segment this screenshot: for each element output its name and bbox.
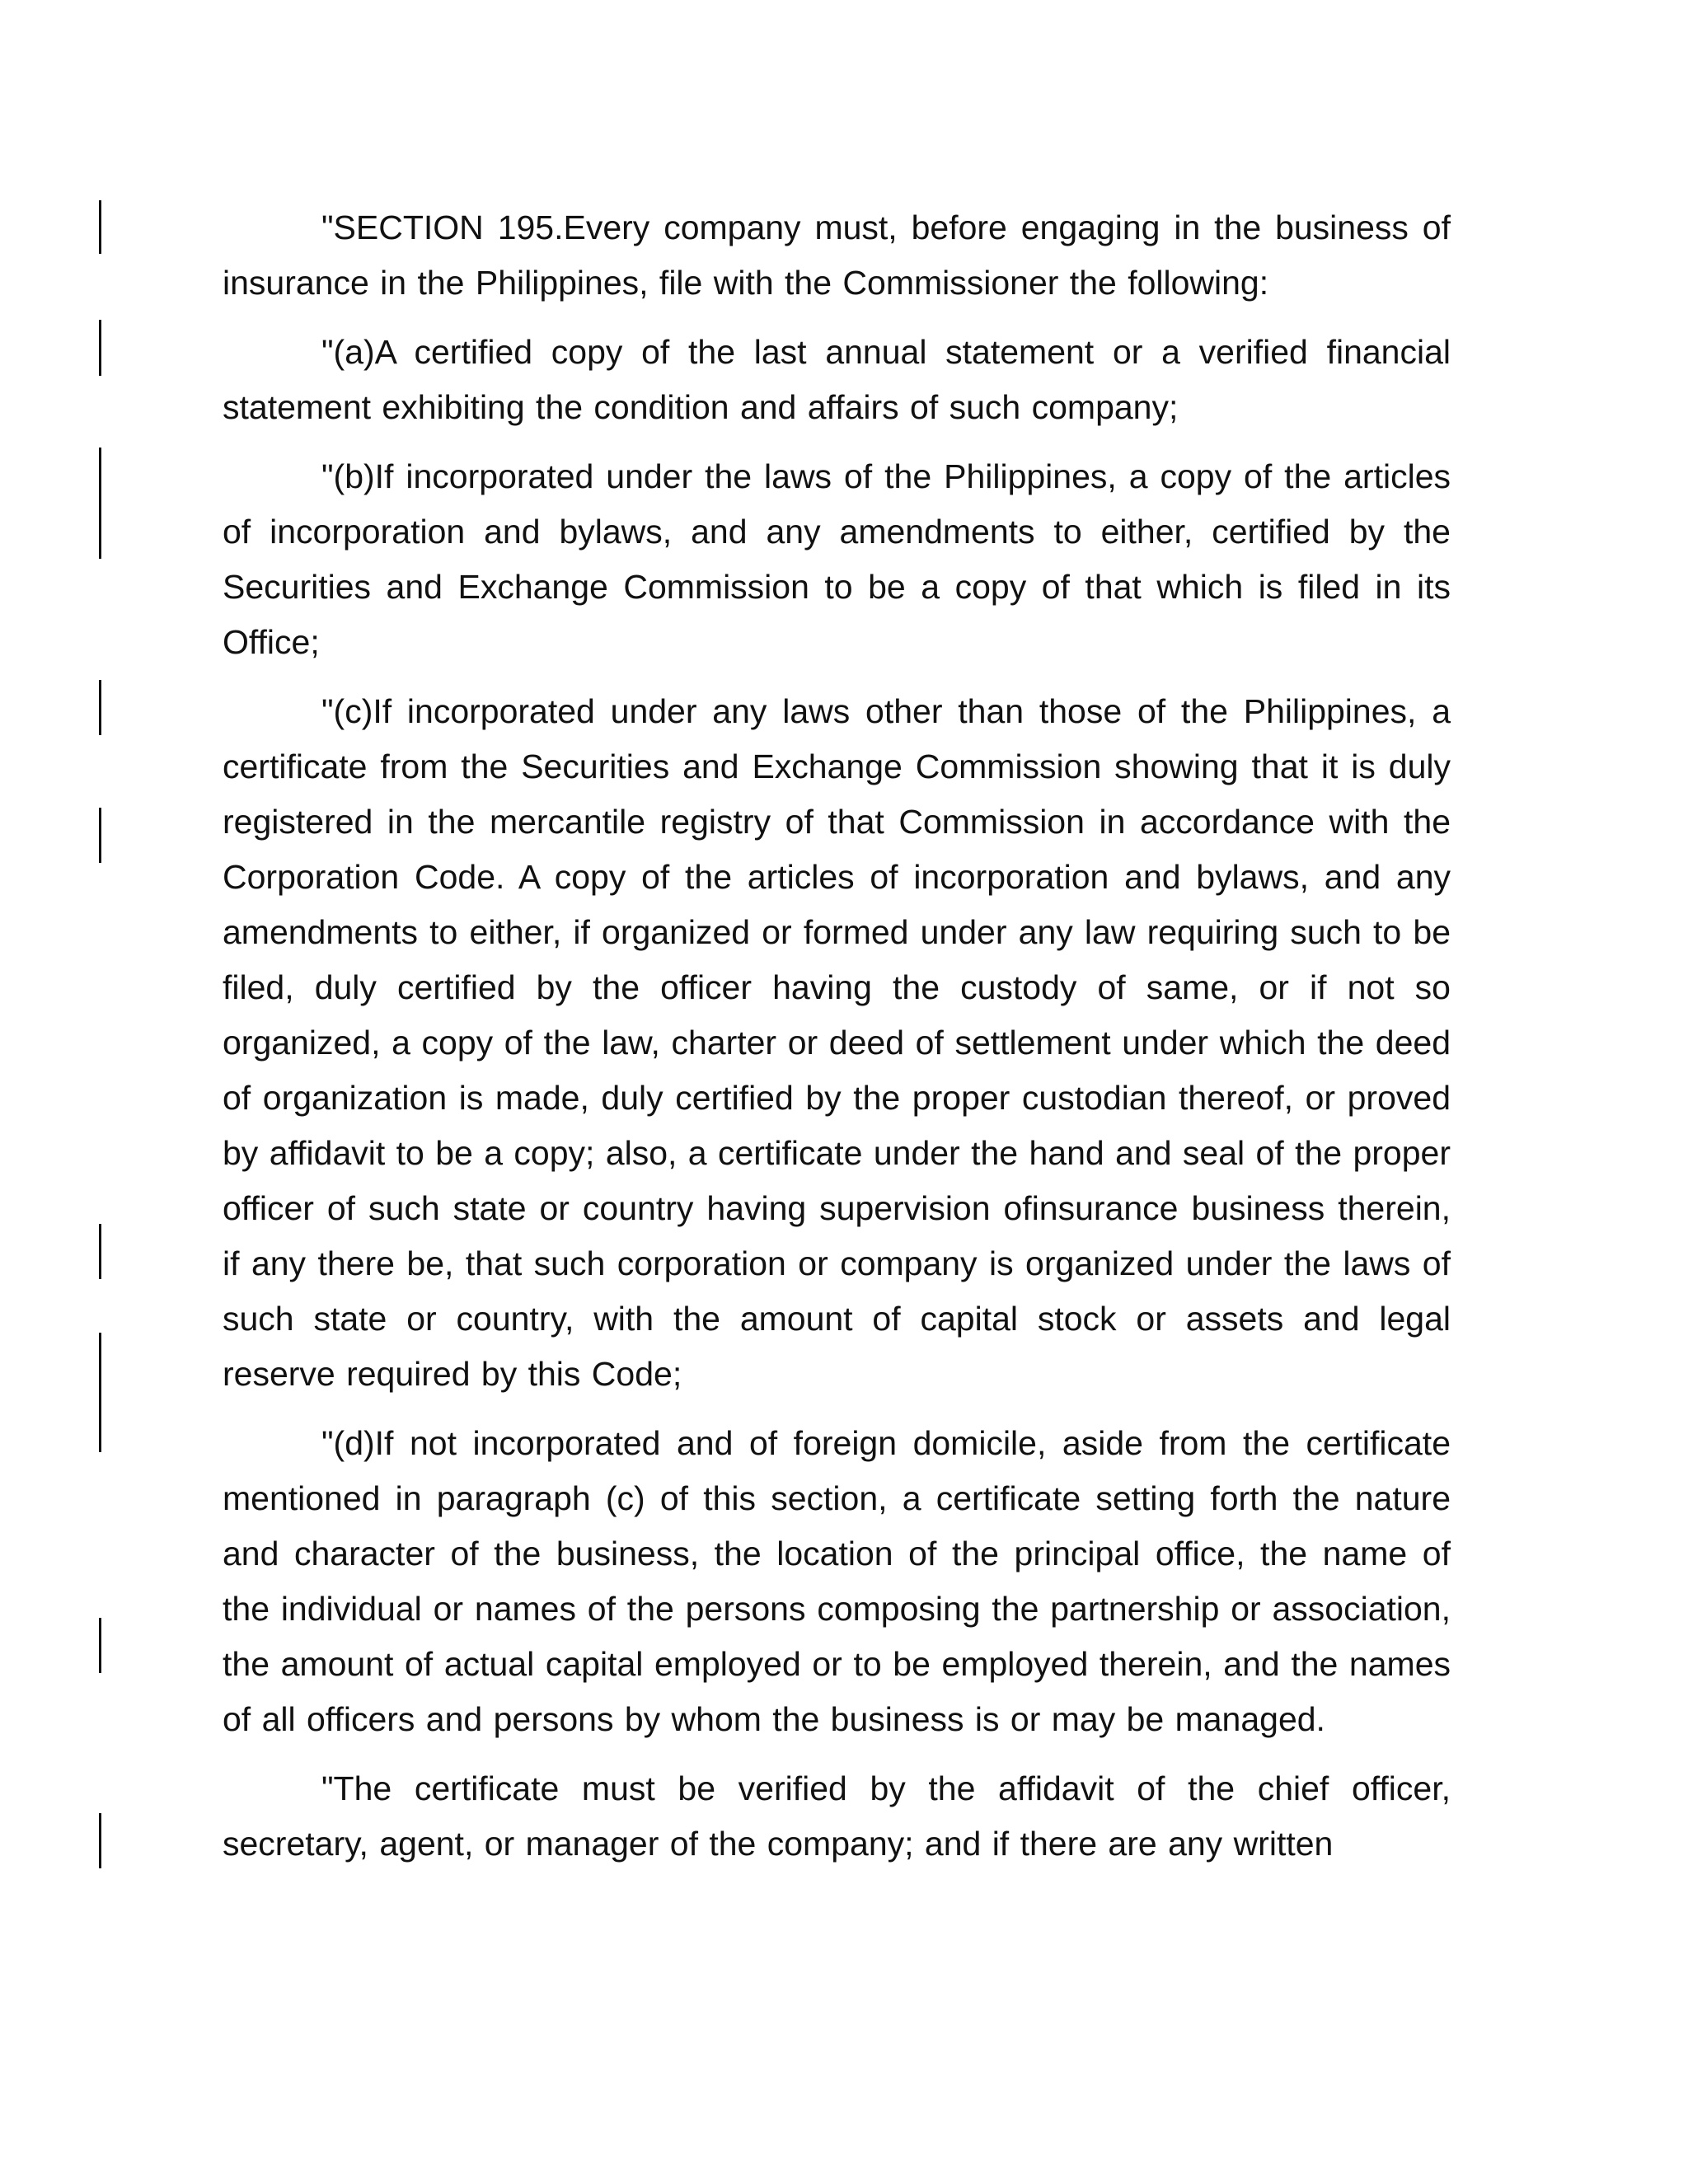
change-bar <box>99 1333 101 1452</box>
section-195-heading-paragraph: "SECTION 195.Every company must, before engaging in the business of insurance in the Philippines, file with the Commissioner the following: <box>223 209 1451 302</box>
certificate-verification-paragraph: "The certificate must be verified by the affidavit of the chief officer, secretary, agent, or manager of the company; and if there are any written <box>223 1769 1451 1863</box>
change-bar <box>99 1224 101 1279</box>
change-bar <box>99 1618 101 1673</box>
paragraph-a: "(a)A certified copy of the last annual statement or a verified financial statement exhibiting the condition and affairs of such company; <box>223 333 1451 426</box>
document-body <box>223 200 1451 1886</box>
paragraph-c: "(c)If incorporated under any laws other than those of the Philippines, a certificate from the Securities and Exchange Commission showing that it is duly registered in the mercantile registry of that Commission in accordance with the Corporation Code. A copy of the articles of incorporation and bylaws, and any amendments to either, if organized or formed under any law requiring such to be filed, duly certified by the officer having the custody of same, or if not so organized, a copy of the law, charter or deed of settlement under which the deed of organization is made, duly certified by the proper custodian thereof, or proved by affidavit to be a copy; also, a certificate under the hand and seal of the proper officer of such state or country having supervision ofinsurance business therein, if any there be, that such corporation or company is organized under the laws of such state or country, with the amount of capital stock or assets and legal reserve required by this Code; <box>223 692 1451 1393</box>
change-bar <box>99 808 101 863</box>
paragraph-d: "(d)If not incorporated and of foreign domicile, aside from the certificate mentioned in paragraph (c) of this section, a certificate setting forth the nature and character of the business, the location of the principal office, the name of the individual or names of the persons composing the partnership or association, the amount of actual capital employed or to be employed therein, and the names of all officers and persons by whom the business is or may be managed. <box>223 1424 1451 1738</box>
change-bar <box>99 1813 101 1868</box>
change-bar <box>99 448 101 559</box>
change-bar <box>99 320 101 376</box>
change-bar <box>99 680 101 735</box>
change-bar <box>99 200 101 254</box>
paragraph-b: "(b)If incorporated under the laws of the Philippines, a copy of the articles of incorporation and bylaws, and any amendments to either, certified by the Securities and Exchange Commission to be a copy of that which is filed in its Office; <box>223 457 1451 661</box>
